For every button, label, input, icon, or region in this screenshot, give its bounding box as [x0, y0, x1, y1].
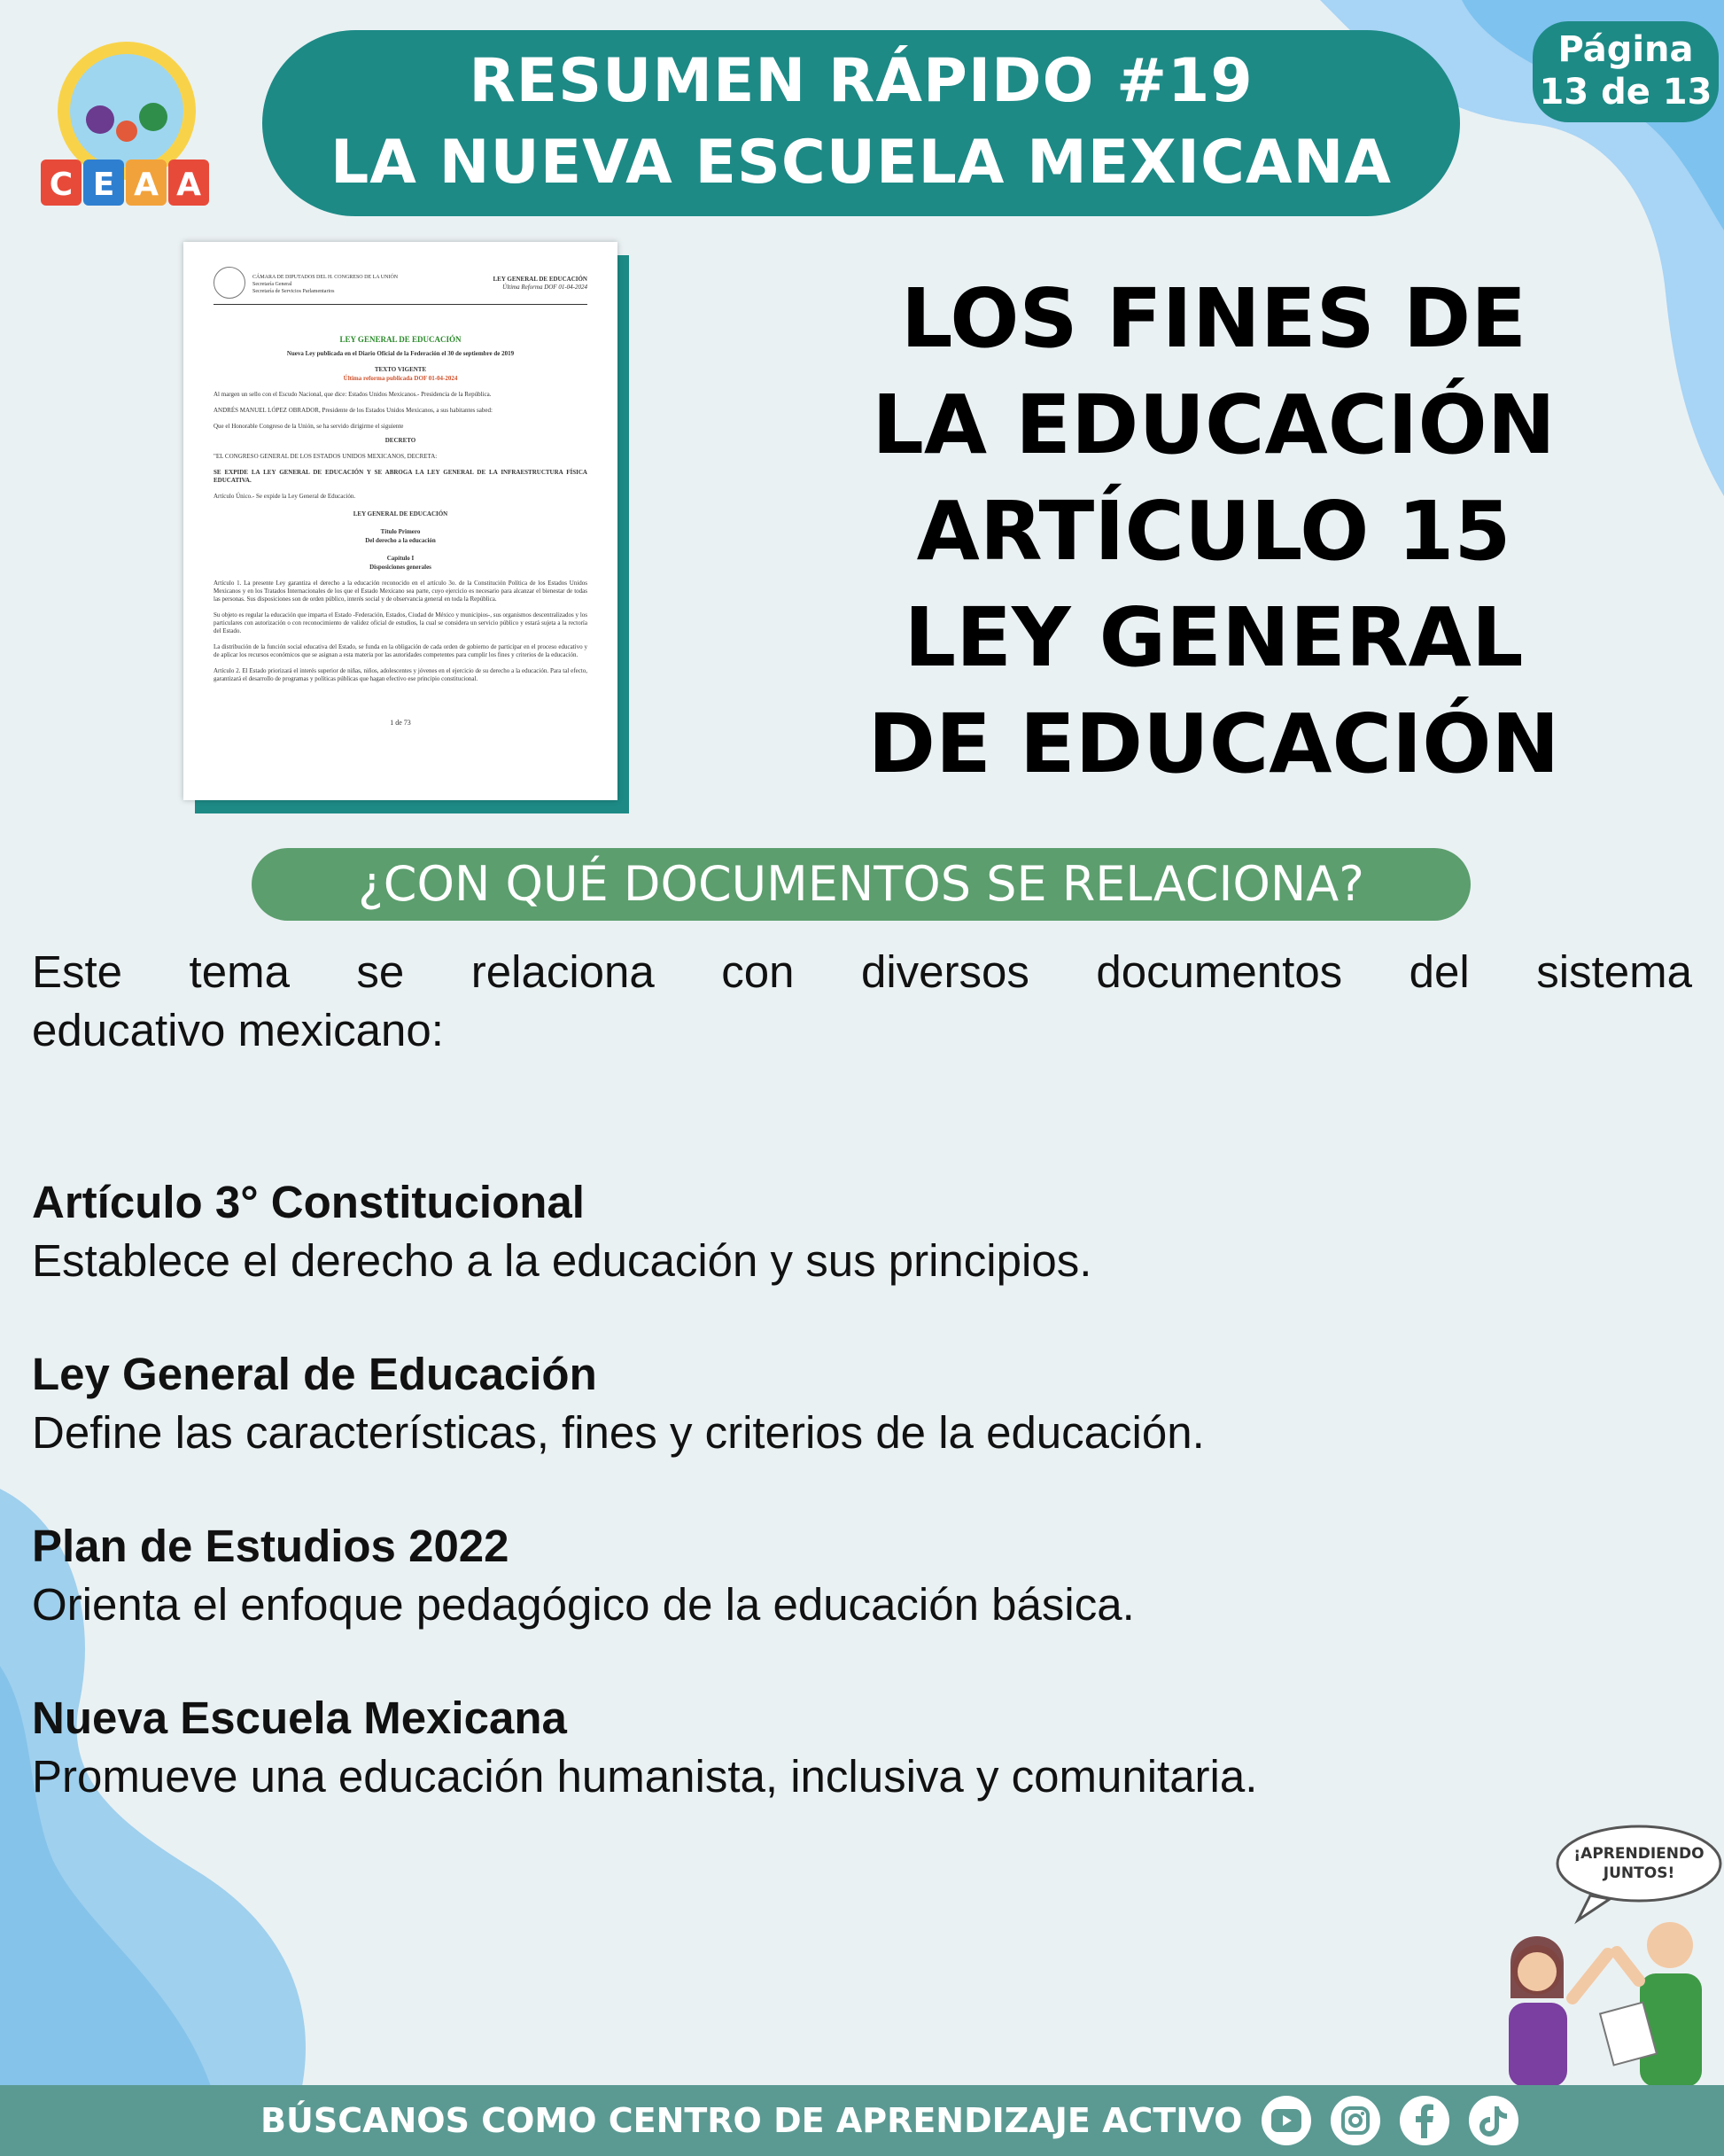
intro-rest: educativo mexicano:: [32, 1005, 444, 1055]
intro-word: diversos: [860, 946, 1029, 997]
youtube-icon[interactable]: [1262, 2096, 1311, 2145]
mascot-bubble-line-2: JUNTOS!: [1603, 1864, 1675, 1882]
doc-paragraph: Su objeto es regular la educación que imparta el Estado -Federación, Estados, Ciudad de México y municipios-, sus organismos descentralizados y los particulares con autorización o con reconocimiento de validez oficial de estudios, la cual se considera un servicio público y estará sujeta a la rectoría del Estado.: [214, 611, 587, 634]
doc-decreto: DECRETO: [384, 437, 416, 444]
doc-texto-vigente: TEXTO VIGENTE: [374, 366, 427, 373]
doc-page-number: 1 de 73: [390, 719, 411, 727]
section-title: ¿CON QUÉ DOCUMENTOS SE RELACIONA?: [252, 848, 1471, 921]
logo-letter-c: C: [49, 167, 74, 203]
doc-paragraph: Que el Honorable Congreso de la Unión, se ha servido dirigirme el siguiente: [214, 423, 404, 430]
related-doc-item: [32, 1689, 1692, 1806]
doc-paragraph: La distribución de la función social educativa del Estado, se funda en la obligación de cada orden de gobierno de participar en el proceso educativo y de aplicar los recursos económicos que se asignan a esta materia por las autoridades competentes para cumplir los fines y criterios de la educación.: [214, 643, 587, 658]
related-doc-heading: Ley General de Educación: [32, 1349, 597, 1399]
page-indicator: [1533, 21, 1719, 122]
related-doc-item: [32, 1517, 1692, 1634]
intro-word: relaciona: [470, 946, 655, 997]
header-line-1: RESUMEN RÁPIDO #19: [469, 46, 1254, 116]
intro-word: tema: [189, 946, 290, 997]
doc-title: LEY GENERAL DE EDUCACIÓN: [339, 335, 462, 344]
main-title: [833, 266, 1595, 798]
main-title-line: LOS FINES DE: [900, 271, 1527, 366]
doc-publication: Nueva Ley publicada en el Diario Oficial de la Federación el 30 de septiembre de 2019: [286, 350, 515, 357]
intro-word: del: [1409, 946, 1470, 997]
doc-header-right: LEY GENERAL DE EDUCACIÓN: [493, 276, 587, 283]
main-title-line: DE EDUCACIÓN: [867, 697, 1560, 791]
doc-heading: Título Primero: [380, 528, 421, 535]
intro-paragraph: [32, 943, 1692, 1060]
main-title-line: LEY GENERAL: [904, 590, 1524, 685]
doc-heading: Del derecho a la educación: [365, 537, 436, 544]
doc-heading: Disposiciones generales: [369, 564, 431, 571]
intro-word: se: [356, 946, 405, 997]
mascot-illustration: [1457, 1821, 1723, 2087]
intro-word: sistema: [1536, 946, 1692, 997]
main-title-line: LA EDUCACIÓN: [872, 377, 1556, 472]
related-doc-heading: Artículo 3° Constitucional: [32, 1177, 585, 1227]
related-doc-text: Promueve una educación humanista, inclusiva y comunitaria.: [32, 1751, 1258, 1802]
main-title-line: ARTÍCULO 15: [916, 484, 1511, 579]
footer-text: BÚSCANOS COMO CENTRO DE APRENDIZAJE ACTIVO: [260, 2101, 1243, 2140]
doc-heading: Capítulo I: [386, 555, 415, 562]
doc-paragraph: SE EXPIDE LA LEY GENERAL DE EDUCACIÓN Y SE ABROGA LA LEY GENERAL DE LA INFRAESTRUCTURA FÍSICA EDUCATIVA.: [214, 469, 587, 484]
section-body: [32, 943, 1692, 1806]
page-indicator-value: 13 de 13: [1539, 72, 1712, 113]
related-doc-text: Orienta el enfoque pedagógico de la educación básica.: [32, 1579, 1135, 1630]
doc-left-line: CÁMARA DE DIPUTADOS DEL H. CONGRESO DE LA UNIÓN: [252, 275, 399, 280]
doc-paragraph: ANDRÉS MANUEL LÓPEZ OBRADOR, Presidente de los Estados Unidos Mexicanos, a sus habitantes sabed:: [214, 407, 493, 414]
facebook-icon[interactable]: [1400, 2096, 1449, 2145]
doc-paragraph: Al margen un sello con el Escudo Nacional, que dice: Estados Unidos Mexicanos.- Presidencia de la República.: [214, 391, 492, 398]
doc-paragraph: Artículo Único.- Se expide la Ley General de Educación.: [214, 493, 356, 500]
national-seal-icon: [214, 267, 245, 299]
related-doc-heading: Plan de Estudios 2022: [32, 1521, 509, 1571]
document-thumbnail: [183, 242, 617, 800]
related-doc-item: [32, 1345, 1692, 1462]
header-banner: [262, 30, 1460, 216]
related-doc-text: Define las características, fines y criterios de la educación.: [32, 1407, 1205, 1458]
related-doc-text: Establece el derecho a la educación y sus principios.: [32, 1235, 1092, 1286]
logo-letter-a1: A: [134, 167, 159, 203]
mascot-bubble-line-1: ¡APRENDIENDO: [1573, 1845, 1705, 1863]
doc-header-sub: Última Reforma DOF 01-04-2024: [502, 284, 587, 291]
intro-word: documentos: [1096, 946, 1343, 997]
footer-bar: [0, 2085, 1724, 2156]
instagram-icon[interactable]: [1331, 2096, 1380, 2145]
doc-paragraph: Artículo 2. El Estado priorizará el interés superior de niñas, niños, adolescentes y jóvenes en el ejercicio de su derecho a la educación. Para tal efecto, garantizará el desarrollo de programas y políticas públicas que hagan efectivo ese principio constitucional.: [214, 667, 587, 682]
ceaa-logo: [25, 35, 229, 213]
intro-word: Este: [32, 946, 123, 997]
header-line-2: LA NUEVA ESCUELA MEXICANA: [330, 128, 1393, 198]
intro-word: con: [721, 946, 795, 997]
logo-letter-e: E: [92, 167, 115, 203]
related-doc-heading: Nueva Escuela Mexicana: [32, 1693, 567, 1743]
doc-paragraph: Artículo 1. La presente Ley garantiza el derecho a la educación reconocido en el artículo 3o. de la Constitución Política de los Estados Unidos Mexicanos y en los Tratados Internacionales de los que el Estado Mexicano sea parte, cuyo ejercicio es necesario para alcanzar el bienestar de todas las personas. Sus disposiciones son de orden público, interés social y de observancia general en toda la República.: [214, 580, 587, 603]
doc-reform: Última reforma publicada DOF 01-04-2024: [343, 375, 458, 382]
doc-heading: LEY GENERAL DE EDUCACIÓN: [353, 510, 448, 518]
doc-paragraph: "EL CONGRESO GENERAL DE LOS ESTADOS UNIDOS MEXICANOS, DECRETA:: [214, 453, 438, 460]
related-doc-item: [32, 1173, 1692, 1290]
doc-left-line: Secretaría de Servicios Parlamentarios: [252, 289, 335, 294]
tiktok-icon[interactable]: [1469, 2096, 1518, 2145]
logo-letter-a2: A: [176, 167, 201, 203]
doc-left-line: Secretaría General: [252, 282, 292, 287]
document-header: [214, 267, 587, 305]
page-indicator-label: Página: [1557, 29, 1694, 70]
